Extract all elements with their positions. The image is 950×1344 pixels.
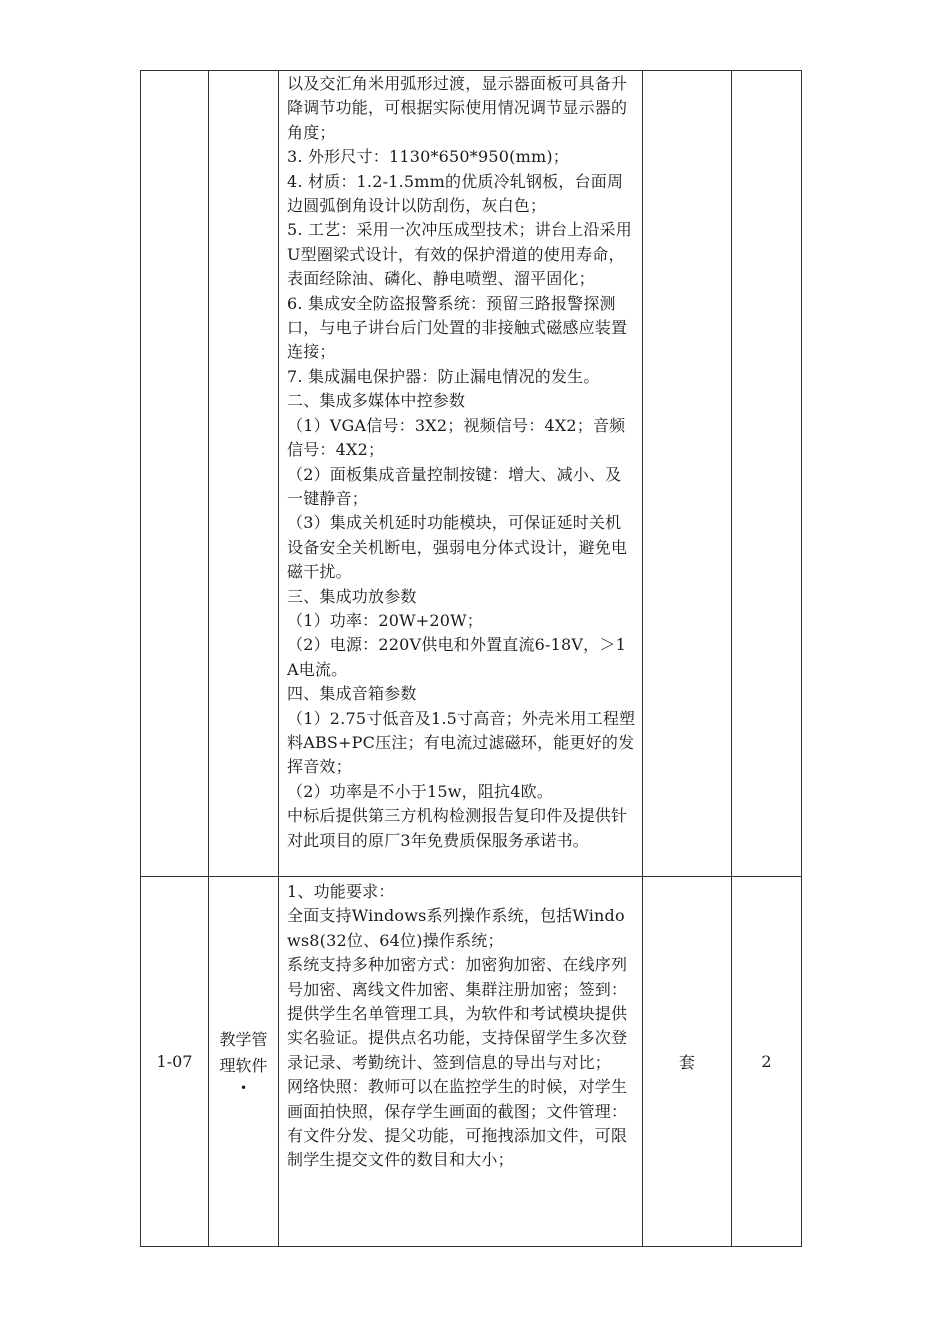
spec-line: 4. 材质：1.2-1.5mm的优质冷轧钢板，台面周边圆弧倒角设计以防刮伤，灰白色； <box>287 171 624 216</box>
quantity-cell <box>732 71 802 877</box>
spec-line: 3. 外形尺寸：1130*650*950(mm)； <box>287 147 569 167</box>
spec-line: 系统支持多种加密方式：加密狗加密、在线序列号加密、离线文件加密、集群注册加密；签到：提供学生名单管理工具，为软件和考试模块提供实名验证。提供点名功能，支持保留学生多次登录记录、考勤统计、签到信息的导出与对比； <box>287 955 628 1072</box>
spec-line: 5. 工艺：采用一次冲压成型技术；讲台上沿采用U型圈梁式设计，有效的保护滑道的使用寿命，表面经除油、磷化、静电喷塑、溜平固化； <box>287 220 632 289</box>
quantity-cell: 2 <box>732 877 802 1247</box>
table-row <box>141 71 802 877</box>
specification-table <box>140 70 802 1247</box>
item-name-cell <box>209 877 279 1247</box>
bullet-mark: • <box>239 1080 248 1095</box>
spec-line: （1）VGA信号：3X2；视频信号：4X2；音频信号：4X2； <box>287 415 626 460</box>
spec-line: （1）2.75寸低音及1.5寸高音；外壳米用工程塑料ABS+PC压注；有电流过滤磁环，能更好的发挥音效； <box>287 708 636 777</box>
spec-line: 中标后提供第三方机构检测报告复印件及提供针对此项目的原厂3年免费质保服务承诺书。 <box>287 806 628 850</box>
spec-line: （2）电源：220V供电和外置直流6-18V，＞1A电流。 <box>287 635 626 679</box>
spec-line: （2）功率是不小于15w，阻抗4欧。 <box>287 781 554 801</box>
spec-line: 1、功能要求： <box>287 882 395 901</box>
spec-text <box>287 72 636 853</box>
spec-line: （2）面板集成音量控制按键：增大、减小、及一键静音； <box>287 464 622 508</box>
item-name-cell <box>209 71 279 877</box>
spec-cell <box>279 877 643 1247</box>
unit-cell: 套 <box>643 877 732 1247</box>
table-row <box>141 877 802 1247</box>
item-number-cell <box>141 71 209 877</box>
spec-line: 四、集成音箱参数 <box>287 684 417 704</box>
spec-line: （1）功率：20W+20W； <box>287 610 483 630</box>
item-number-cell: 1-07 <box>141 877 209 1247</box>
item-name: 教学管理软件 <box>219 1029 268 1075</box>
spec-line: 6. 集成安全防盗报警系统：预留三路报警探测口，与电子讲台后门处置的非接触式磁感应装置连接； <box>287 293 628 362</box>
spec-cell <box>279 71 643 877</box>
spec-line: 三、集成功放参数 <box>287 586 417 606</box>
spec-line: 二、集成多媒体中控参数 <box>287 391 466 411</box>
unit-cell <box>643 71 732 877</box>
spec-line: 全面支持Windows系列操作系统，包括Windows8(32位、64位)操作系统； <box>287 906 625 950</box>
spec-line: 以及交汇角米用弧形过渡，显示器面板可具备升降调节功能，可根据实际使用情况调节显示器的角度； <box>287 74 628 142</box>
spec-text <box>287 880 636 1173</box>
spec-line: 7. 集成漏电保护器：防止漏电情况的发生。 <box>287 366 600 386</box>
spec-line: 网络快照：教师可以在监控学生的时候，对学生画面拍快照，保存学生画面的截图；文件管理：有文件分发、提父功能，可拖拽添加文件，可限制学生提交文件的数目和大小； <box>287 1077 628 1170</box>
spec-line: （3）集成关机延时功能模块，可保证延时关机设备安全关机断电，强弱电分体式设计，避免电磁干扰。 <box>287 513 628 582</box>
